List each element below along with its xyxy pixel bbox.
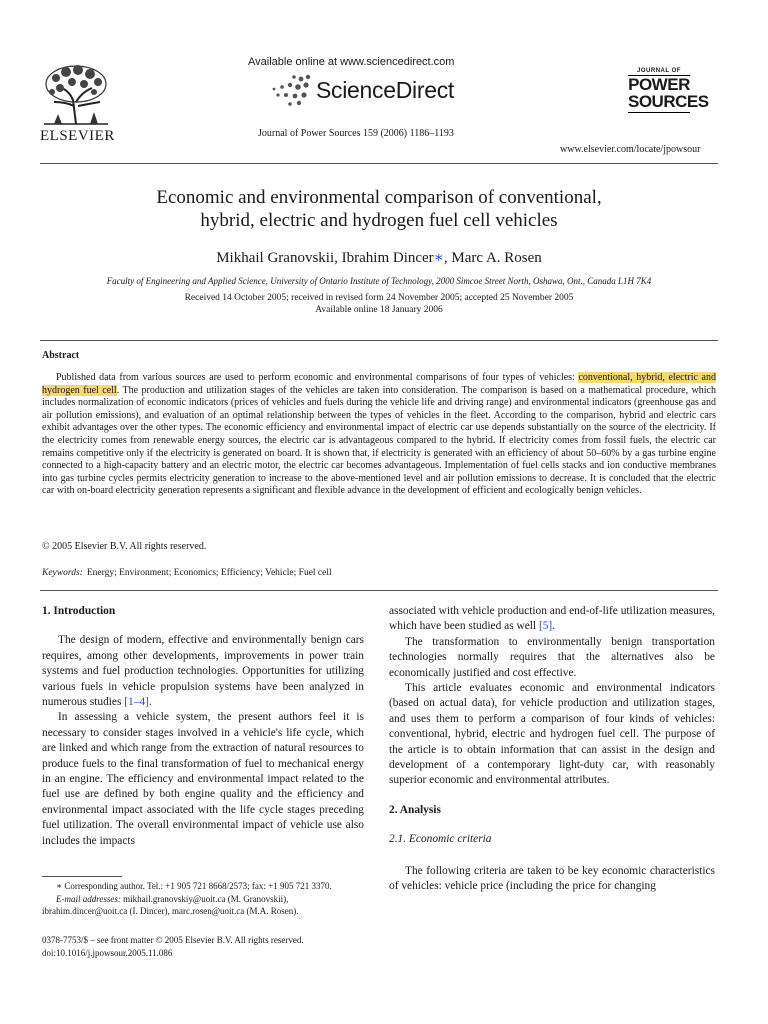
abstract-bottom-divider [40,590,718,591]
sciencedirect-dots-icon [268,73,314,107]
author-list [40,248,718,267]
journal-logo-power: POWER [628,75,690,94]
paragraph: In assessing a vehicle system, the present authors feel it is necessary to consider stages involved in a vehicle's life cycle, which are linked and which range from the extraction of natural resources to produce fuels to the final transformation of fuel to mechanical energy in an engine. The efficiency and environmental impact related to the fuel use are defined by both engine quality and the efficiency and environmental impact associated with the life cycle stages preceding fuel utilization. The overall environmental impact of vehicle use also includes the impacts [42,711,364,847]
journal-url[interactable]: www.elsevier.com/locate/jpowsour [560,144,701,155]
footnote-emails-cont: ibrahim.dincer@uoit.ca (I. Dincer), marc.rosen@uoit.ca (M.A. Rosen). [42,906,299,916]
paragraph: The design of modern, effective and environmentally benign cars requires, among other developments, improvements in power train systems and fuel production technologies. Opportunities for utilizing various fuels in vehicle propulsion systems have been analyzed in numerous studies [1–4]. [42,634,364,709]
sciencedirect-wordmark: ScienceDirect [316,76,454,103]
abstract-body [42,372,716,498]
abstract-text-before: Published data from various sources are used to perform economic and environmental comparisons of four types of vehicles: [56,372,579,383]
left-column [42,604,364,849]
abstract-highlight[interactable]: conventional, hybrid, electric and hydrogen fuel cell [42,372,716,396]
doi-line[interactable]: doi:10.1016/j.jpowsour.2005.11.086 [42,947,173,958]
abstract-text-after: . The production and utilization stages of the vehicles are taken into consideration. The comparison is based on a mathematical procedure, which includes normalization of economic indicators (prices of vehicles and fuels during the vehicle life and driving range) and environmental indicators (greenhouse gas and air pollution emissions), and evaluation of an optimal relationship between the types of vehicles in the fleet. According to the comparison, hybrid and electric cars exhibit advantages over the other types. The economic efficiency and environmental impact of electric car use depends substantially on the source of the electricity. If the electricity comes from renewable energy sources, the electric car is advantageous compared to the hybrid. If electricity comes from fossil fuels, the electric car remains competitive only if the electricity is generated on board. It is shown that, if electricity is generated with an efficiency of about 50–60% by a gas turbine engine connected to a high-capacity battery and an electric motor, the electric car becomes advantageous. Implementation of fuel cells stacks and ion conductive membranes into gas turbine cycles permits electricity generation to increase to the above-mentioned level and air pollution emissions to decrease. It is concluded that the electric car with on-board electricity generation represents a significant and flexible advance in the development of efficient and ecologically benign vehicles. [42,384,716,497]
right-column [389,604,715,895]
paragraph: associated with vehicle production and end-of-life utilization measures, which have been studied as well [5]. [389,605,715,633]
citation-link[interactable]: [1–4] [124,696,149,709]
section-heading-introduction: 1. Introduction [42,605,116,617]
title-line-1: Economic and environmental comparison of conventional, [156,187,602,208]
issn-line: 0378-7753/$ – see front matter © 2005 Elsevier B.V. All rights reserved. [42,935,304,945]
corresponding-author-marker[interactable]: ∗ [433,250,444,266]
paragraph: This article evaluates economic and environmental indicators (based on actual data), for vehicle production and utilization stages, and uses them to perform a comparison of four kinds of vehicles: conventional, hybrid, electric and hydrogen fuel cell. The purpose of the article is to obtain information that can assist in the design and development of a contemporary light-duty car, with reasonably superior economic and environmental attributes. [389,682,715,787]
journal-reference: Journal of Power Sources 159 (2006) 1186–1193 [258,128,454,139]
abstract-top-divider [40,340,718,341]
header-divider [40,163,718,164]
publisher-name: ELSEVIER [40,128,115,144]
affiliation: Faculty of Engineering and Applied Science, University of Ontario Institute of Technology, 2000 Simcoe Street North, Oshawa, Ont., Canada L1H 7K4 [106,276,652,286]
footnote-corresponding: ∗ Corresponding author. Tel.: +1 905 721 8668/2573; fax: +1 905 721 3370. [56,881,332,891]
available-date: Available online 18 January 2006 [315,305,443,315]
article-title [40,186,718,232]
journal-logo-sources: SOURCES [628,92,709,111]
available-online-text: Available online at www.sciencedirect.com [248,56,455,68]
paragraph: The following criteria are taken to be key economic characteristics of vehicles: vehicle price (including the price for changing [389,864,715,893]
article-dates [40,292,718,316]
paragraph: The transformation to environmentally benign transportation technologies normally requires that the alternatives also be economically justified and cost effective. [389,635,715,679]
sciencedirect-logo [268,73,454,107]
authors-last: , Marc A. Rosen [443,250,542,266]
keywords-label: Keywords: [42,568,83,578]
citation-link[interactable]: [5] [538,620,553,633]
keywords [42,568,332,578]
received-dates: Received 14 October 2005; received in revised form 24 November 2005; accepted 25 November 2005 [184,293,574,303]
journal-logo-small: JOURNAL OF [628,68,690,76]
footnote-emails: E-mail addresses: mikhail.granovskiy@uoit.ca (M. Granovskii), [56,893,289,904]
elsevier-tree-icon [40,62,112,126]
abstract-heading: Abstract [42,350,80,361]
keywords-list: Energy; Environment; Economics; Efficiency; Vehicle; Fuel cell [86,568,332,578]
front-matter [42,934,304,959]
subsection-heading-economic-criteria: 2.1. Economic criteria [389,833,492,846]
abstract-copyright: © 2005 Elsevier B.V. All rights reserved. [42,541,207,552]
section-heading-analysis: 2. Analysis [389,803,441,816]
elsevier-logo [40,62,114,145]
footnote-divider [42,876,122,877]
journal-logo [628,68,709,113]
page-header [40,56,720,156]
authors-first: Mikhail Granovskii, Ibrahim Dincer [216,250,434,266]
footnote [42,880,372,918]
title-line-2: hybrid, electric and hydrogen fuel cell vehicles [200,210,558,231]
